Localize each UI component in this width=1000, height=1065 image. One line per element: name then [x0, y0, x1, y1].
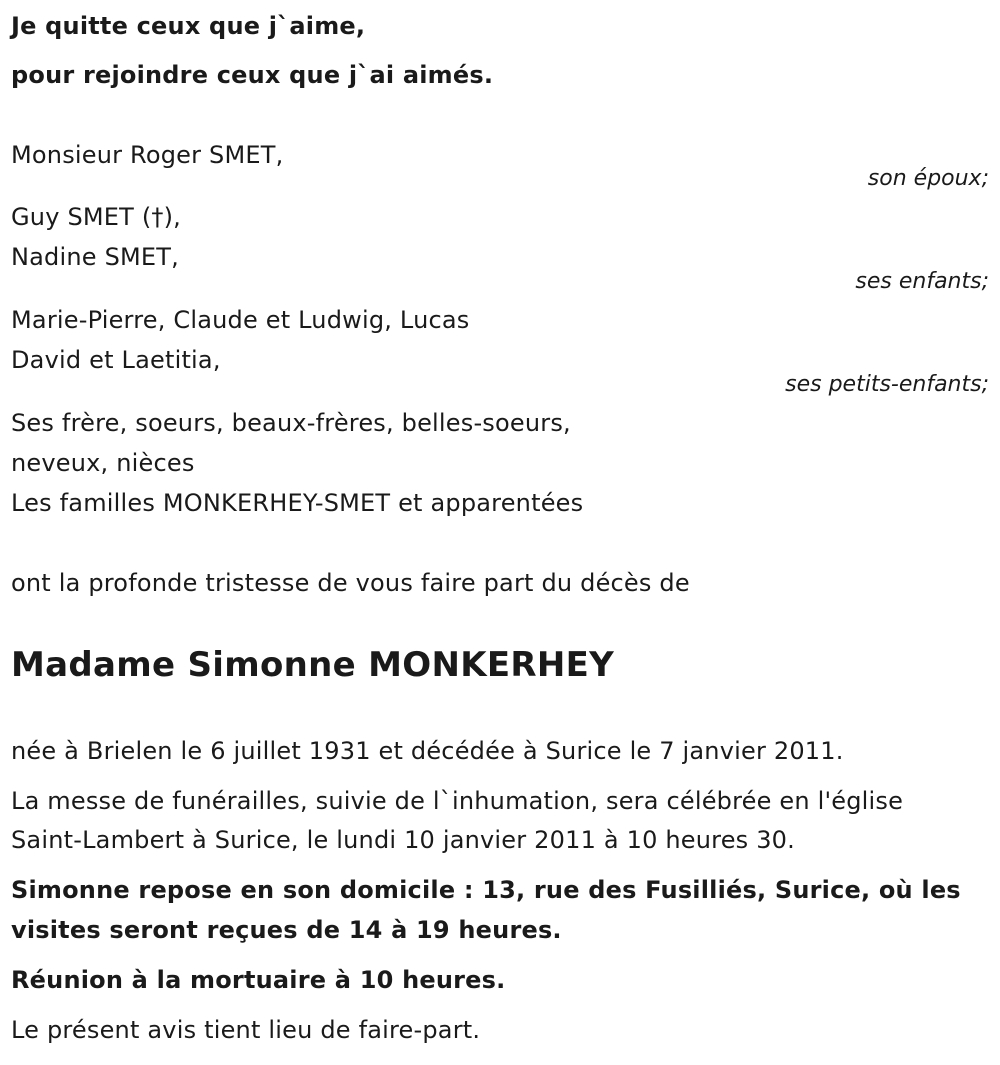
- birth-death-text: née à Brielen le 6 juillet 1931 et décédée à Surice le 7 janvier 2011.: [11, 737, 844, 765]
- family-line-1: Ses frère, soeurs, beaux-frères, belles-soeurs,: [11, 409, 571, 437]
- children-role: ses enfants;: [855, 269, 989, 294]
- epigraph-line-1: Je quitte ceux que j`aime,: [11, 12, 366, 40]
- child-nadine: Nadine SMET,: [11, 243, 179, 271]
- epigraph-line-2: pour rejoindre ceux que j`ai aimés.: [11, 61, 494, 89]
- spouse-name: Monsieur Roger SMET,: [11, 141, 284, 169]
- funeral-line-1: La messe de funérailles, suivie de l`inhumation, sera célébrée en l'église: [11, 787, 904, 815]
- family-line-3: Les familles MONKERHEY-SMET et apparentées: [11, 489, 584, 517]
- family-line-2: neveux, nièces: [11, 449, 195, 477]
- grandchildren-line-2: David et Laetitia,: [11, 346, 221, 374]
- spouse-role: son époux;: [867, 166, 989, 191]
- visitation-line-2: visites seront reçues de 14 à 19 heures.: [11, 916, 562, 944]
- grandchildren-role: ses petits-enfants;: [785, 372, 989, 397]
- meeting-text: Réunion à la mortuaire à 10 heures.: [11, 966, 506, 994]
- announcement-text: ont la profonde tristesse de vous faire part du décès de: [11, 569, 690, 597]
- child-guy: Guy SMET (†),: [11, 203, 181, 231]
- notice-text: Le présent avis tient lieu de faire-part.: [11, 1016, 481, 1044]
- grandchildren-line-1: Marie-Pierre, Claude et Ludwig, Lucas: [11, 306, 470, 334]
- funeral-line-2: Saint-Lambert à Surice, le lundi 10 janvier 2011 à 10 heures 30.: [11, 826, 795, 854]
- visitation-line-1: Simonne repose en son domicile : 13, rue des Fusilliés, Surice, où les: [11, 876, 961, 904]
- deceased-name: Madame Simonne MONKERHEY: [11, 645, 615, 685]
